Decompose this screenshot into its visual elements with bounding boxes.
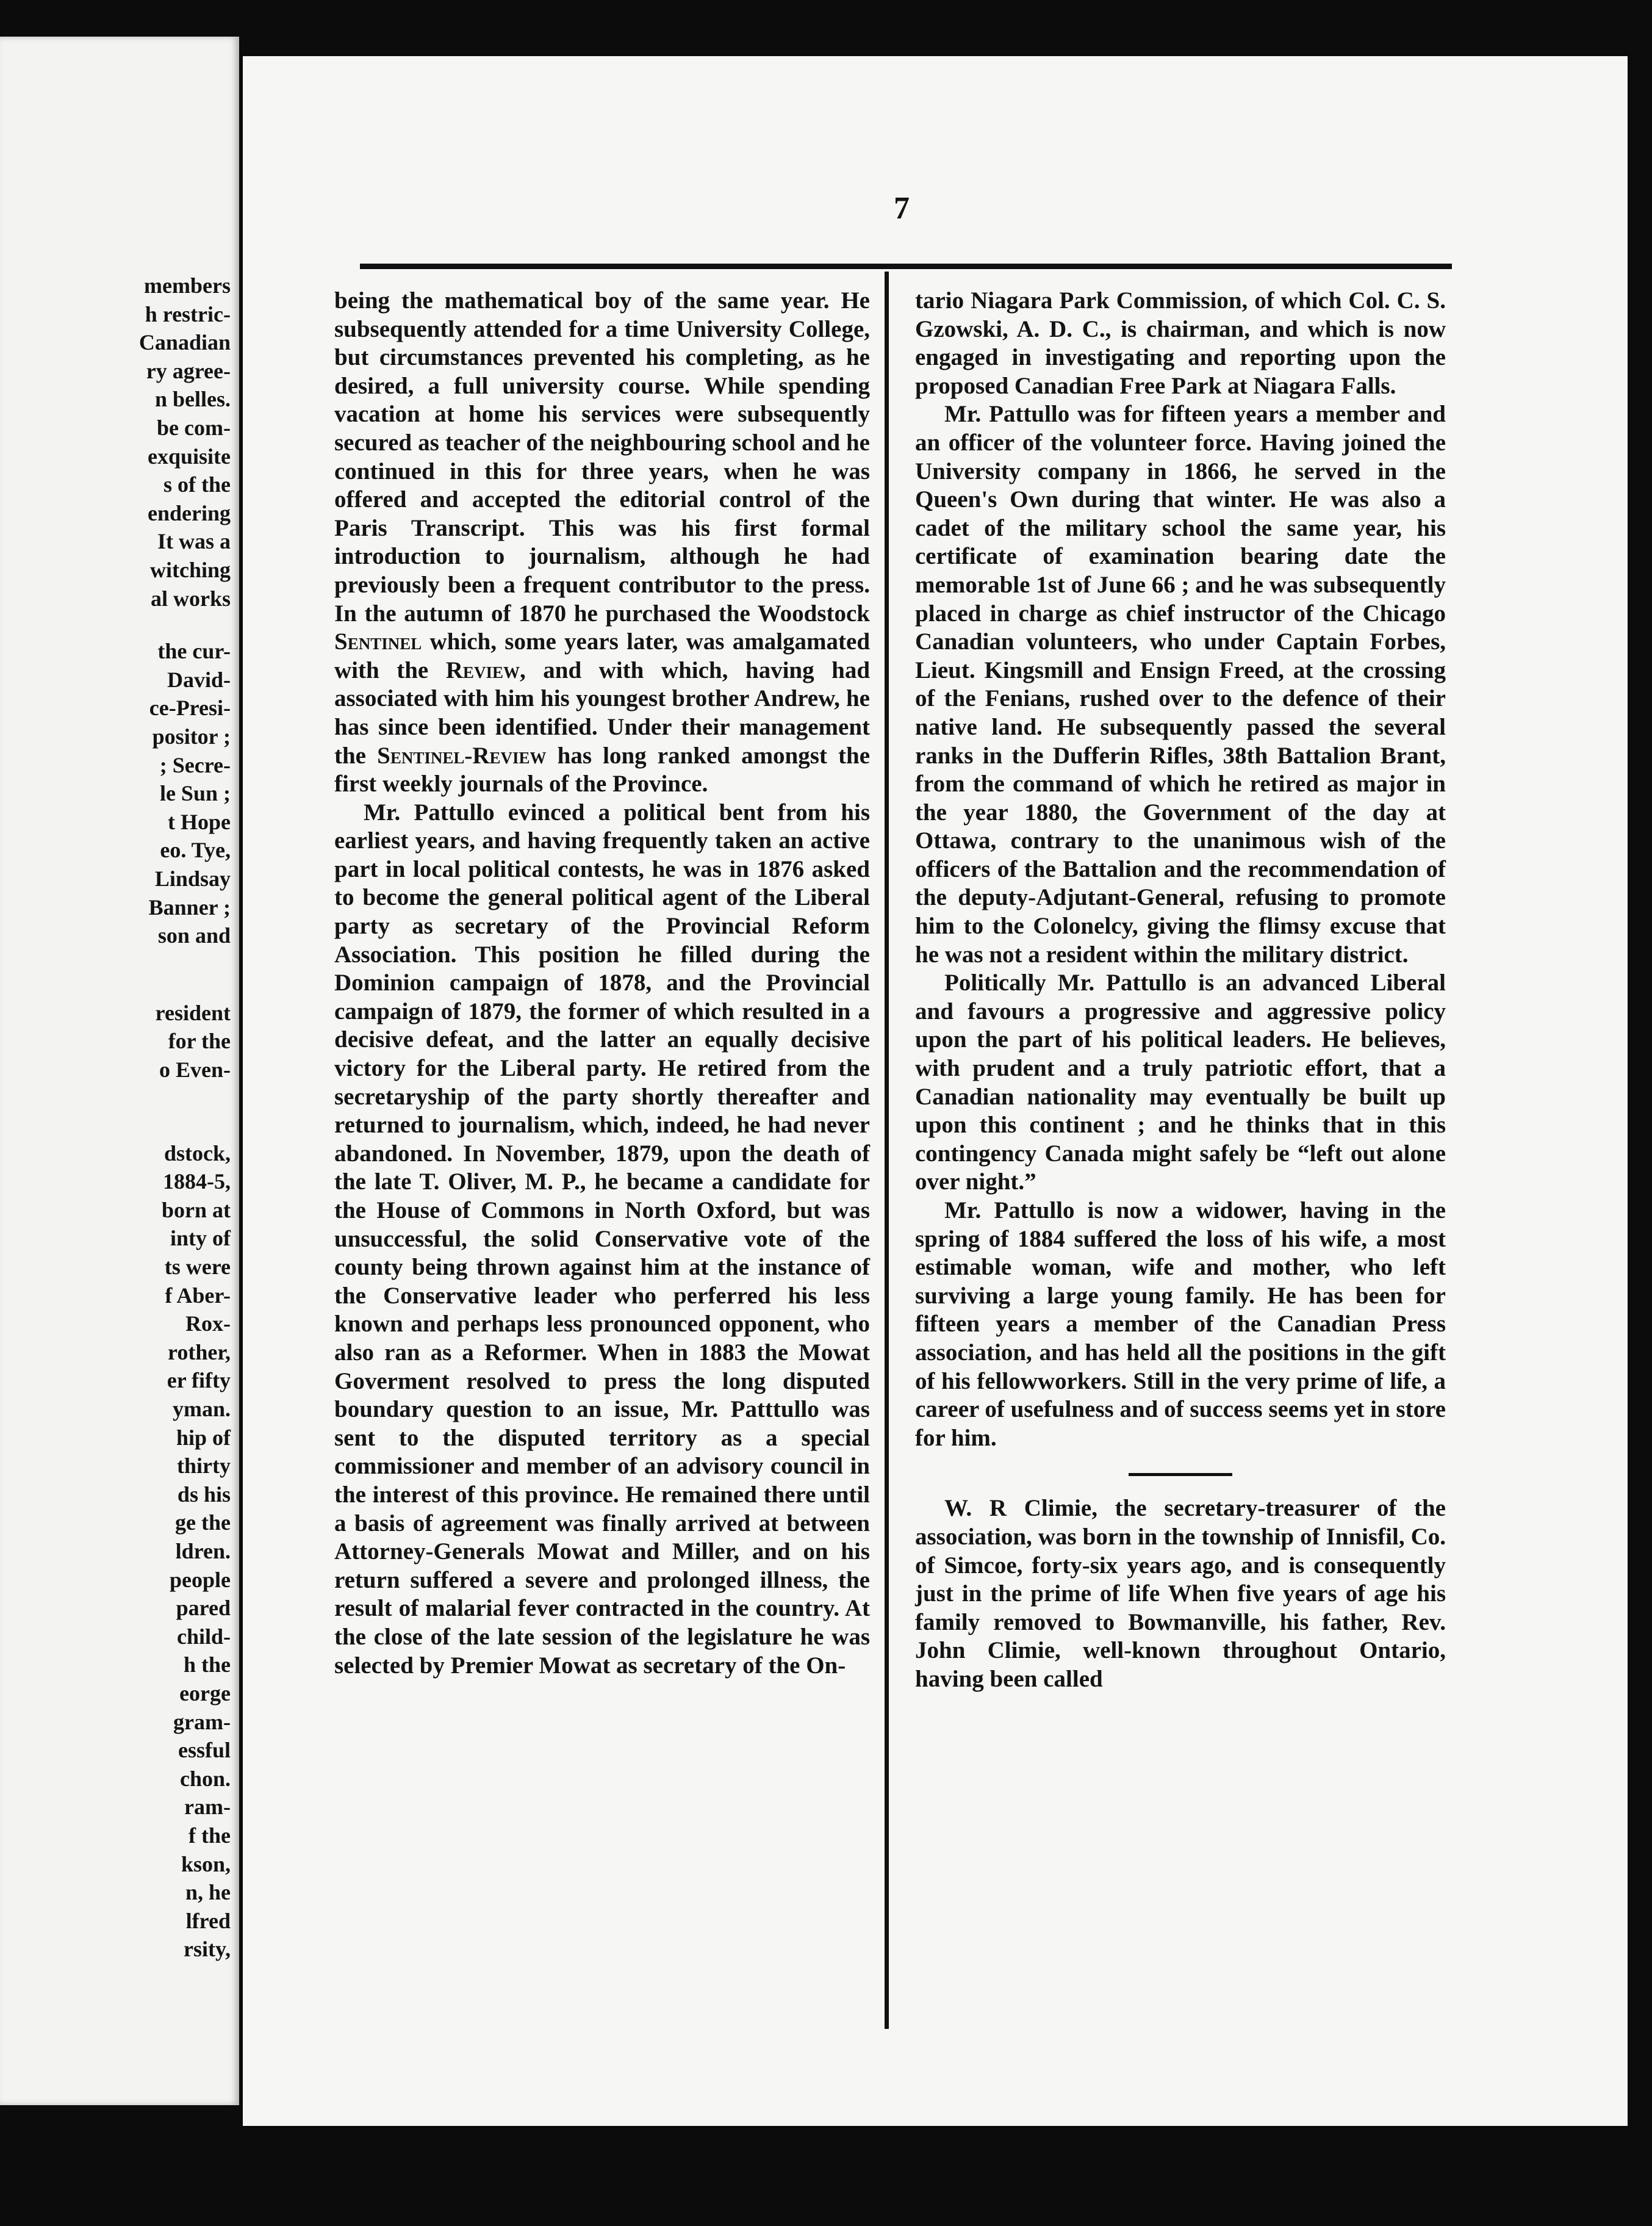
previous-page-line: ram-: [184, 1795, 231, 1820]
previous-page-line: ts were: [164, 1255, 231, 1279]
text-column-right: [915, 287, 1446, 1694]
previous-page-line: Lindsay: [154, 866, 231, 891]
previous-page-line: for the: [168, 1029, 231, 1054]
previous-page-line: son and: [157, 923, 231, 948]
previous-page-line: resident: [155, 1000, 231, 1025]
column-divider-rule: [885, 272, 889, 2029]
previous-page-line: f the: [189, 1823, 231, 1848]
previous-page-line: n belles.: [154, 387, 231, 412]
paragraph: W. R Climie, the secretary-treasurer of the association, was born in the township of Innisfil, Co. of Simcoe, forty-six years ago, and is consequently just in the prime of life When five years of age his family removed to Bowmanville, his father, Rev. John Climie, well-known throughout Ontario, having been called: [915, 1495, 1446, 1692]
page-number: 7: [894, 191, 910, 226]
previous-page-line: pared: [176, 1596, 231, 1621]
publication-name-review: Review,: [445, 657, 526, 683]
previous-page: [0, 37, 239, 2105]
previous-page-line: dstock,: [163, 1140, 231, 1165]
paragraph: Mr. Pattullo is now a widower, having in the spring of 1884 suffered the loss of his wife, a most estimable woman, wife and mother, who left surviving a large young family. He has been for fifteen years a member of the Canadian Press association, and has held all the positions in the gift of his fellowworkers. Still in the very prime of life, a career of usefulness and of success seems yet in store for him.: [915, 1197, 1446, 1451]
previous-page-line: It was a: [157, 529, 231, 554]
previous-page-line: h the: [183, 1652, 231, 1677]
previous-page-line: le Sun ;: [159, 781, 231, 806]
previous-page-line: the cur-: [157, 639, 231, 664]
previous-page-line: ge the: [175, 1510, 231, 1535]
previous-page-line: rsity,: [184, 1937, 231, 1962]
previous-page-line: al works: [150, 586, 231, 611]
previous-page-line: essful: [178, 1738, 231, 1763]
previous-page-line: kson,: [181, 1851, 231, 1876]
previous-page-line: witching: [149, 558, 231, 582]
previous-page-line: 1884-5,: [163, 1169, 231, 1194]
previous-page-line: t Hope: [168, 809, 231, 834]
previous-page-line: thirty: [177, 1453, 231, 1479]
previous-page-line: gram-: [173, 1709, 231, 1734]
previous-page-text-fragments: [0, 37, 239, 2105]
previous-page-line: ldren.: [175, 1539, 231, 1563]
paragraph: being the mathematical boy of the same year. He subsequently attended for a time University College, but circumstances prevented his completing, as he desired, a full university course. While spending vacation at home his services were subsequently secured as teacher of the neighbouring school and he continued in this for three years, when he was offered and accepted the editorial control of the Paris Transcript. This was his first formal introduction to journalism, although he had previously been a frequent contributor to the press. In the autumn of 1870 he purchased the Woodstock Sentinel which, some years later, was amalgamated with the Review, and with which, having had associated with him his youngest brother Andrew, he has since been identified. Under their management the Sentinel-Review has long ranked amongst the first weekly journals of the Province.: [334, 287, 871, 798]
previous-page-line: n, he: [185, 1880, 231, 1905]
text-column-left: [334, 287, 870, 1680]
header-rule: [360, 264, 1452, 269]
previous-page-line: er fifty: [167, 1368, 231, 1393]
previous-page-line: David-: [167, 667, 231, 692]
previous-page-line: ce-Presi-: [149, 696, 231, 721]
previous-page-line: Banner ;: [148, 895, 231, 920]
previous-page-line: ry agree-: [146, 358, 231, 383]
previous-page-line: f Aber-: [165, 1283, 231, 1308]
paragraph: Politically Mr. Pattullo is an advanced Liberal and favours a progressive and aggressive policy upon the part of his political leaders. He believes, with prudent and a truly patriotic effort, that a Canadian nationality may eventually be built up upon this continent ; and he thinks that in this contingency Canada might safely be “left out alone over night.”: [915, 970, 1446, 1195]
previous-page-line: h restric-: [145, 301, 231, 326]
previous-page-line: be com-: [157, 416, 231, 440]
previous-page-line: lfred: [185, 1908, 231, 1933]
previous-page-line: hip of: [176, 1425, 231, 1450]
previous-page-line: Canadian: [138, 330, 231, 355]
previous-page-line: s of the: [163, 472, 231, 497]
previous-page-line: Rox-: [185, 1311, 231, 1336]
paragraph: tario Niagara Park Commission, of which Col. C. S. Gzowski, A. D. C., is chairman, and which is now engaged in investigating and reporting upon the proposed Canadian Free Park at Niagara Falls.: [915, 287, 1446, 399]
previous-page-line: ; Secre-: [159, 752, 231, 777]
previous-page-line: ds his: [177, 1482, 231, 1507]
publication-name-sentinel: Sentinel: [334, 629, 422, 655]
previous-page-line: o Even-: [159, 1057, 231, 1082]
previous-page-line: child-: [176, 1624, 231, 1649]
previous-page-line: members: [144, 273, 231, 298]
previous-page-line: yman.: [172, 1397, 231, 1421]
section-divider: [1129, 1473, 1232, 1476]
previous-page-line: exquisite: [147, 444, 231, 469]
previous-page-line: inty of: [170, 1226, 231, 1251]
previous-page-line: born at: [161, 1197, 231, 1222]
previous-page-line: positor ;: [152, 724, 231, 749]
previous-page-line: people: [169, 1567, 231, 1592]
paragraph: Mr. Pattullo evinced a political bent from his earliest years, and having frequently taken an active part in local political contests, he was in 1876 asked to become the general political agent of the Liberal party as secretary of the Provincial Reform Association. This position he filled during the Dominion campaign of 1878, and the Provincial campaign of 1879, the former of which resulted in a decisive defeat, and the latter an equally decisive victory for the Liberal party. He retired from the secretaryship of the party shortly thereafter and returned to journalism, which, indeed, he had never abandoned. In November, 1879, upon the death of the late T. Oliver, M. P., he became a candidate for the House of Commons in North Oxford, but was unsuccessful, the solid Conservative vote of the county being thrown against him at the instance of the Conservative leader who perferred his less known and perhaps less pronounced opponent, who also ran as a Reformer. When in 1883 the Mowat Goverment resolved to press the long disputed boundary question to an issue, Mr. Patttullo was sent to the disputed territory as a special commissioner and member of an advisory council in the interest of this province. He remained there until a basis of agreement was finally arrived at between Attorney-Generals Mowat and Miller, and on his return suffered a severe and prolonged illness, the result of malarial fever contracted in the country. At the close of the late session of the legislature he was selected by Premier Mowat as secretary of the On-: [334, 799, 870, 1679]
previous-page-line: chon.: [179, 1766, 231, 1791]
previous-page-line: endering: [147, 500, 231, 525]
previous-page-line: rother,: [168, 1339, 231, 1364]
previous-page-line: eorge: [179, 1681, 231, 1706]
paragraph: Mr. Pattullo was for fifteen years a member and an officer of the volunteer force. Having joined the University company in 1866, he served in the Queen's Own during that winter. He was also a cadet of the military school the same year, his certificate of examination bearing date the memorable 1st of June 66 ; and he was subsequently placed in charge as chief instructor of the Chicago Canadian volunteers, who under Captain Forbes, Lieut. Kingsmill and Ensign Freed, at the crossing of the Fenians, rushed over to the defence of their native land. He subsequently passed the several ranks in the Dufferin Rifles, 38th Battalion Brant, from the command of which he retired as major in the year 1880, the Government of the day at Ottawa, contrary to the unanimous wish of the officers of the Battalion and the recommendation of the deputy-Adjutant-General, refusing to promote him to the Colonelcy, giving the flimsy excuse that he was not a resident within the military district.: [915, 401, 1446, 968]
publication-name-sentinel-review: Sentinel-Review: [377, 742, 547, 769]
previous-page-line: eo. Tye,: [160, 838, 231, 863]
